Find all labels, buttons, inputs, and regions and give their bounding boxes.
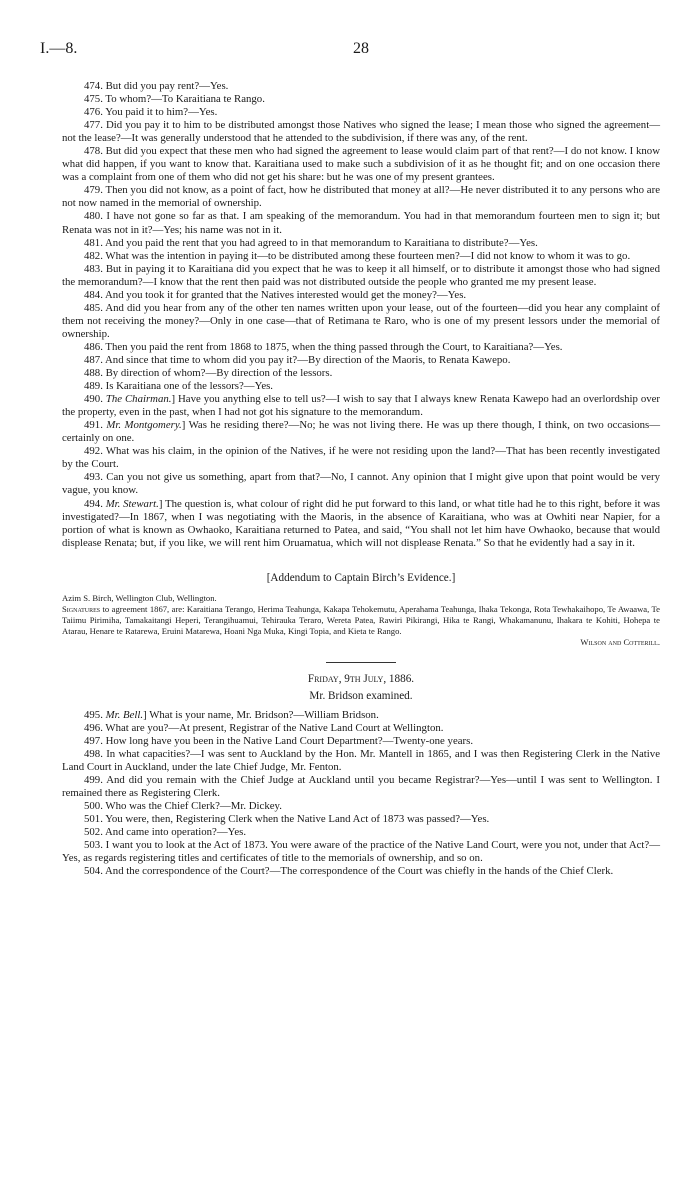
question-491 xyxy=(62,419,660,445)
question-502: 502. And came into operation?—Yes. xyxy=(84,826,247,839)
question-489: 489. Is Karaitiana one of the lessors?—Yes. xyxy=(84,380,274,393)
question-number: 494. xyxy=(84,497,103,510)
attestation: Wilson and Cotterill. xyxy=(580,636,660,647)
question-number: 495. xyxy=(84,708,103,721)
question-475: 475. To whom?—To Karaitiana te Rango. xyxy=(84,93,265,106)
question-501: 501. You were, then, Registering Clerk when the Native Land Act of 1873 was passed?—Yes. xyxy=(84,813,490,826)
document-page xyxy=(40,40,661,878)
question-text: ] Have you anything else to tell us?—I wish to say that I always knew Renata Kawepo had an overlordship over the property, even in the past, when I had not got his signature to the memorandum. xyxy=(62,393,661,419)
question-483: 483. But in paying it to Karaitiana did you expect that he was to keep it all himself, or to distribute it amongst those who had signed the memorandum?—I know that the rent then paid was not distributed outside the people who granted me my present lease. xyxy=(62,262,660,288)
question-476: 476. You paid it to him?—Yes. xyxy=(84,106,218,119)
question-477: 477. Did you pay it to him to be distributed amongst those Natives who signed the lease; I mean those who signed the agreement—not the lease?—It was generally understood that he attended to the subdivision, if there was any, of the rent. xyxy=(62,119,660,145)
question-text: ] What is your name, Mr. Bridson?—William Bridson. xyxy=(143,708,379,721)
addendum-signatures xyxy=(62,593,660,648)
question-492: 492. What was his claim, in the opinion of the Natives, if he were not residing upon the land?—That has been recently investigated by the Court. xyxy=(62,445,660,471)
page-header xyxy=(40,40,660,66)
speaker-name: The Chairman. xyxy=(105,393,172,406)
question-495 xyxy=(62,709,660,722)
addendum-heading: [Addendum to Captain Birch’s Evidence.] xyxy=(266,571,456,584)
session-date: Friday, 9th July, 1886. xyxy=(307,672,415,685)
question-500: 500. Who was the Chief Clerk?—Mr. Dickey. xyxy=(84,800,282,813)
question-474: 474. But did you pay rent?—Yes. xyxy=(84,80,229,92)
question-493: 493. Can you not give us something, apart from that?—No, I cannot. Any opinion that I might give upon that point would be very vague, you know. xyxy=(62,471,660,497)
evidence-body xyxy=(62,80,660,878)
signatures-list: to agreement 1867, are: Karaitiana Terango, Herima Teahunga, Kakapa Tehokemutu, Aperahama Teahunga, Ihaka Tekonga, Rota Tewhakaihopo, Te Awaawa, Te Taiimu Pirimiha, Tamakaitangi Heperi, Terangihuamui, Tehirauka Teraro, Wereta Patea, Rawiri Pikirangi, Hika te Rangi, Whakamanunu, Ihakara te Kohiti, Hohepa te Atarau, Henare te Ratarewa, Eruini Matarewa, Hoani Nga Muka, Kingi Topia, and Kieta te Rango. xyxy=(62,603,660,636)
witness-heading: Mr. Bridson examined. xyxy=(309,689,413,702)
question-number: 491. xyxy=(84,419,103,432)
question-482: 482. What was the intention in paying it—to be distributed among these fourteen men?—I did not know to whom it was to go. xyxy=(84,249,631,262)
question-484: 484. And you took it for granted that the Natives interested would get the money?—Yes. xyxy=(84,288,467,301)
question-504: 504. And the correspondence of the Court?—The correspondence of the Court was chiefly in the hands of the Chief Clerk. xyxy=(84,865,614,878)
question-487: 487. And since that time to whom did you pay it?—By direction of the Maoris, to Renata Kawepo. xyxy=(84,353,511,366)
question-486: 486. Then you paid the rent from 1868 to 1875, when the thing passed through the Court, to Karaitiana?—Yes. xyxy=(84,340,563,353)
question-481: 481. And you paid the rent that you had agreed to in that memorandum to Karaitiana to distribute?—Yes. xyxy=(84,236,538,249)
question-496: 496. What are you?—At present, Registrar of the Native Land Court at Wellington. xyxy=(84,721,444,734)
signatures-label: Signatures xyxy=(62,603,101,614)
question-490 xyxy=(62,393,660,419)
question-text: ] Was he residing there?—No; he was not living there. He was up there though, I think, on two occasions—certainly on one. xyxy=(62,419,660,445)
question-479: 479. Then you did not know, as a point of fact, how he distributed that money at all?—He never distributed it to any persons who are not now named in the memorial of ownership. xyxy=(62,184,660,210)
question-480: 480. I have not gone so far as that. I am speaking of the memorandum. You had in that memorandum fourteen men to sign it; but Renata was not in it?—Yes; his name was not in it. xyxy=(62,210,660,236)
question-485: 485. And did you hear from any of the other ten names written upon your lease, out of the fourteen—did you hear any complaint of them not receiving the money?—Only in one case—that of Retimana te Raro, who is one of my present lessors under the memorial of ownership. xyxy=(62,301,660,340)
signatures-paragraph xyxy=(62,604,660,637)
question-497: 497. How long have you been in the Native Land Court Department?—Twenty-one years. xyxy=(84,734,474,747)
question-text: ] The question is, what colour of right did he put forward to this land, or what title had he to this right, before it was investigated?—In 1867, when I was negotiating with the Maoris, in the absence of Karaitiana, who was at Owhiti near Napier, for a portion of what is known as Owhaoko, Karaitiana returned to Patea, and said, “You shall not let him have Owhaoko, because that would displease Renata; but, if you like, we will rent him Oruamatua, which will not displease Renata.” So that he evidently had a say in it. xyxy=(62,497,661,549)
question-503: 503. I want you to look at the Act of 1873. You were aware of the practice of the Native Land Court, were you not, under that Act?—Yes, as regards registering titles and certificates of title to the memorials of ownership, and so on. xyxy=(62,839,660,865)
page-number: 28 xyxy=(353,40,369,57)
speaker-name: Mr. Bell. xyxy=(105,708,144,721)
question-499: 499. And did you remain with the Chief Judge at Auckland until you became Registrar?—Yes—until I was sent to Wellington. I remained there as Registering Clerk. xyxy=(62,774,660,800)
question-478: 478. But did you expect that these men who had signed the agreement to lease would claim part of that rent?—I do not know. I know what did happen, if you want to know that. Karaitiana used to make such a subdivision of it as he thought fit; and on one occasion there was a complaint from one of them who did not get his share: but he was one of my present grantees. xyxy=(62,145,660,184)
question-number: 490. xyxy=(84,393,103,406)
question-498: 498. In what capacities?—I was sent to Auckland by the Hon. Mr. Mantell in 1865, and I was then Registering Clerk in the Native Land Court in Auckland, under the late Chief Judge, Mr. Fenton. xyxy=(62,747,660,774)
question-494 xyxy=(62,498,660,550)
speaker-name: Mr. Stewart. xyxy=(105,497,159,510)
speaker-name: Mr. Montgomery. xyxy=(106,419,182,432)
witness-line: Azim S. Birch, Wellington Club, Wellington. xyxy=(62,592,217,603)
document-reference: I.—8. xyxy=(40,40,78,57)
question-488: 488. By direction of whom?—By direction of the lessors. xyxy=(84,367,333,380)
section-divider xyxy=(326,662,396,663)
